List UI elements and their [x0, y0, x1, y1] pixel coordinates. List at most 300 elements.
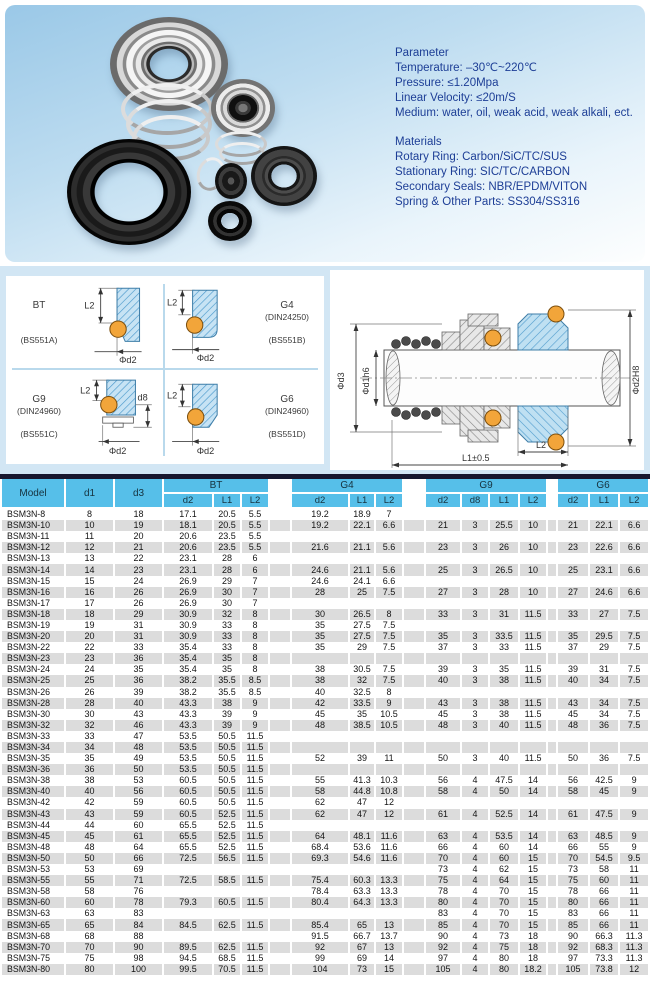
parameter-line: Pressure: ≤1.20Mpa [395, 77, 499, 89]
model-cell: BSM3N-50 [2, 853, 64, 864]
value-cell [490, 687, 518, 698]
value-cell: 8.5 [242, 675, 268, 686]
value-cell [376, 864, 402, 875]
value-cell [590, 764, 618, 775]
value-cell: 25 [66, 675, 113, 686]
value-cell: 28 [214, 564, 240, 575]
spacer-cell [270, 587, 290, 598]
value-cell [490, 764, 518, 775]
value-cell [490, 509, 518, 520]
model-cell: BSM3N-53 [2, 864, 64, 875]
value-cell [292, 764, 348, 775]
model-cell: BSM3N-19 [2, 620, 64, 631]
value-cell: 43 [558, 698, 588, 709]
value-cell: 80 [66, 964, 113, 975]
value-cell: 7.5 [376, 675, 402, 686]
spacer-cell [270, 931, 290, 942]
materials-line: Rotary Ring: Carbon/SiC/TC/SUS [395, 151, 567, 163]
value-cell [520, 731, 546, 742]
value-cell: 27.5 [350, 620, 374, 631]
value-cell [620, 731, 648, 742]
value-cell: 4 [462, 942, 488, 953]
value-cell: 60.5 [214, 897, 240, 908]
value-cell: 10 [520, 564, 546, 575]
diagram-band [0, 266, 650, 474]
value-cell: 48 [426, 720, 460, 731]
value-cell [558, 731, 588, 742]
value-cell: 11.5 [242, 820, 268, 831]
value-cell: 48.1 [350, 831, 374, 842]
value-cell: 31 [590, 664, 618, 675]
value-cell: 13 [376, 919, 402, 930]
small-seal-head-photo [211, 79, 275, 137]
value-cell: 27 [426, 587, 460, 598]
value-cell: 53.5 [164, 764, 212, 775]
spacer-cell [404, 908, 424, 919]
table-row [2, 520, 648, 531]
value-cell: 68.5 [214, 953, 240, 964]
value-cell: 33.5 [350, 698, 374, 709]
value-cell: 52.5 [214, 842, 240, 853]
value-cell: 55 [590, 842, 618, 853]
spacer-cell [548, 720, 556, 731]
value-cell: 4 [462, 886, 488, 897]
value-cell [376, 908, 402, 919]
spacer-cell [404, 631, 424, 642]
spacer-cell [404, 753, 424, 764]
table-row [2, 820, 648, 831]
value-cell [590, 731, 618, 742]
model-cell: BSM3N-14 [2, 564, 64, 575]
value-cell [558, 797, 588, 808]
value-cell: 25.5 [490, 520, 518, 531]
value-cell: 59 [115, 809, 162, 820]
value-cell [520, 764, 546, 775]
value-cell [520, 576, 546, 587]
value-cell [558, 509, 588, 520]
spacer-cell [270, 675, 290, 686]
value-cell: 3 [462, 675, 488, 686]
value-cell: 11.5 [520, 720, 546, 731]
spacer-cell [548, 564, 556, 575]
spacer-cell [548, 753, 556, 764]
spacer-cell [404, 509, 424, 520]
value-cell [590, 598, 618, 609]
value-cell: 63 [558, 831, 588, 842]
value-cell: 27.5 [350, 631, 374, 642]
table-row [2, 864, 648, 875]
value-cell: 69 [115, 864, 162, 875]
value-cell [376, 731, 402, 742]
value-cell: 13 [66, 553, 113, 564]
value-cell: 80 [490, 964, 518, 975]
value-cell: 35 [558, 631, 588, 642]
spacer-cell [404, 731, 424, 742]
value-cell [520, 653, 546, 664]
value-cell: 35 [292, 631, 348, 642]
spacer-cell [270, 775, 290, 786]
value-cell: 50.5 [214, 786, 240, 797]
table-row [2, 653, 648, 664]
value-cell [620, 742, 648, 753]
value-cell: 62.5 [214, 942, 240, 953]
value-cell: 90 [115, 942, 162, 953]
value-cell [620, 653, 648, 664]
value-cell: 35 [214, 653, 240, 664]
value-cell: 29 [214, 576, 240, 587]
value-cell: 58 [426, 786, 460, 797]
spacer-cell [404, 742, 424, 753]
value-cell: 25 [426, 564, 460, 575]
value-cell [426, 820, 460, 831]
value-cell [462, 553, 488, 564]
value-cell [520, 620, 546, 631]
value-cell: 68 [66, 931, 113, 942]
value-cell: 70 [490, 919, 518, 930]
value-cell: 53.6 [350, 842, 374, 853]
parameter-block [395, 46, 641, 121]
value-cell [426, 687, 460, 698]
table-row [2, 642, 648, 653]
value-cell: 49 [115, 753, 162, 764]
value-cell [376, 742, 402, 753]
value-cell: 38 [214, 698, 240, 709]
value-cell [490, 553, 518, 564]
value-cell [462, 531, 488, 542]
spacer-cell [270, 764, 290, 775]
svg-text:L2: L2 [80, 385, 91, 396]
value-cell [292, 742, 348, 753]
spacer-cell [548, 919, 556, 930]
value-cell: 33 [66, 731, 113, 742]
value-cell: 35.5 [214, 687, 240, 698]
assembly-diagram-panel [330, 270, 644, 470]
value-cell: 48 [292, 720, 348, 731]
table-row [2, 853, 648, 864]
value-cell: 3 [462, 642, 488, 653]
sub-header: L1 [590, 494, 618, 509]
model-cell: BSM3N-36 [2, 764, 64, 775]
value-cell [426, 653, 460, 664]
assembly-diagram [330, 270, 644, 470]
spacer-cell [548, 942, 556, 953]
spacer-cell [404, 964, 424, 975]
value-cell: 66.7 [350, 931, 374, 942]
spacer-cell [548, 775, 556, 786]
value-cell [242, 931, 268, 942]
model-cell: BSM3N-28 [2, 698, 64, 709]
value-cell: 66 [558, 842, 588, 853]
value-cell: 42 [66, 797, 113, 808]
value-cell: 7 [242, 576, 268, 587]
value-cell: 60.5 [164, 786, 212, 797]
value-cell [214, 931, 240, 942]
value-cell: 70.5 [214, 964, 240, 975]
value-cell: 11.5 [242, 753, 268, 764]
value-cell: 11.5 [242, 809, 268, 820]
value-cell: 23.1 [590, 564, 618, 575]
value-cell: 21 [115, 542, 162, 553]
spacer-cell [270, 720, 290, 731]
hero-section [5, 5, 645, 262]
spacer-cell [404, 775, 424, 786]
value-cell [426, 797, 460, 808]
value-cell [490, 620, 518, 631]
value-cell: 23.1 [164, 564, 212, 575]
value-cell: 3 [462, 720, 488, 731]
spacer-cell [548, 664, 556, 675]
value-cell: 53.5 [164, 753, 212, 764]
value-cell: 8 [376, 609, 402, 620]
value-cell: 11.5 [520, 642, 546, 653]
spacer-cell [404, 531, 424, 542]
value-cell: 11.5 [242, 842, 268, 853]
value-cell [620, 509, 648, 520]
materials-line: Secondary Seals: NBR/EPDM/VITON [395, 181, 588, 193]
value-cell: 60 [115, 820, 162, 831]
value-cell: 50.5 [214, 764, 240, 775]
value-cell: 23 [426, 542, 460, 553]
value-cell: 99.5 [164, 964, 212, 975]
value-cell: 47.5 [590, 809, 618, 820]
value-cell: 4 [462, 853, 488, 864]
sub-header: L1 [214, 494, 240, 509]
parameter-line: Medium: water, oil, weak acid, weak alkali, ect. [395, 107, 633, 119]
spacer-cell [404, 797, 424, 808]
value-cell: 70 [490, 897, 518, 908]
value-cell: 7.5 [376, 587, 402, 598]
value-cell [590, 553, 618, 564]
spacer-cell [404, 698, 424, 709]
value-cell: 41.3 [350, 775, 374, 786]
spacer-cell [548, 875, 556, 886]
value-cell: 35.4 [164, 653, 212, 664]
model-cell: BSM3N-8 [2, 509, 64, 520]
value-cell: 12 [376, 809, 402, 820]
value-cell: 45 [590, 786, 618, 797]
value-cell: 35 [66, 753, 113, 764]
bt-labels [6, 300, 72, 346]
value-cell: 22.6 [590, 542, 618, 553]
value-cell: 18.2 [520, 964, 546, 975]
table-row [2, 675, 648, 686]
value-cell: 30.9 [164, 631, 212, 642]
value-cell [376, 531, 402, 542]
table-row [2, 875, 648, 886]
value-cell: 97 [558, 953, 588, 964]
spacer-cell [404, 587, 424, 598]
value-cell: 97 [426, 953, 460, 964]
svg-text:L2: L2 [167, 297, 178, 308]
value-cell: 104 [292, 964, 348, 975]
value-cell: 79.3 [164, 897, 212, 908]
value-cell [350, 764, 374, 775]
value-cell: 11.5 [520, 631, 546, 642]
value-cell: 11.5 [520, 609, 546, 620]
model-cell: BSM3N-10 [2, 520, 64, 531]
value-cell [590, 797, 618, 808]
value-cell: 58.5 [214, 875, 240, 886]
value-cell: 28 [66, 698, 113, 709]
value-cell: 58 [292, 786, 348, 797]
value-cell [242, 886, 268, 897]
value-cell: 11.6 [376, 853, 402, 864]
value-cell: 88 [115, 931, 162, 942]
value-cell [426, 620, 460, 631]
variant-code: (BS551A) [20, 335, 58, 345]
value-cell [350, 553, 374, 564]
value-cell [620, 797, 648, 808]
spacer-cell [548, 764, 556, 775]
value-cell [214, 886, 240, 897]
value-cell: 13.3 [376, 875, 402, 886]
spacer-cell [404, 820, 424, 831]
parameter-line: Linear Velocity: ≤20m/S [395, 92, 516, 104]
value-cell: 11 [620, 908, 648, 919]
value-cell: 80 [426, 897, 460, 908]
value-cell: 6 [242, 564, 268, 575]
table-row [2, 742, 648, 753]
value-cell: 11.3 [620, 942, 648, 953]
value-cell: 64 [292, 831, 348, 842]
value-cell: 32 [350, 675, 374, 686]
value-cell: 56 [558, 775, 588, 786]
value-cell: 71 [115, 875, 162, 886]
value-cell: 12 [376, 797, 402, 808]
value-cell: 22 [66, 642, 113, 653]
value-cell: 70 [558, 853, 588, 864]
value-cell: 65.5 [164, 820, 212, 831]
value-cell: 50.5 [214, 753, 240, 764]
value-cell: 90 [426, 931, 460, 942]
svg-text:d8: d8 [137, 392, 148, 403]
value-cell [620, 598, 648, 609]
spacer-cell [270, 576, 290, 587]
value-cell: 20.6 [164, 542, 212, 553]
value-cell: 30.5 [350, 664, 374, 675]
value-cell: 7.5 [620, 709, 648, 720]
value-cell: 47 [350, 809, 374, 820]
value-cell: 65.5 [164, 831, 212, 842]
value-cell: 11.5 [242, 942, 268, 953]
spacer-cell [548, 731, 556, 742]
value-cell: 53 [66, 864, 113, 875]
model-cell: BSM3N-55 [2, 875, 64, 886]
spacer-cell [270, 698, 290, 709]
value-cell: 66.3 [590, 931, 618, 942]
value-cell: 65 [66, 919, 113, 930]
spacer-cell [404, 720, 424, 731]
value-cell: 38 [490, 675, 518, 686]
value-cell: 36 [590, 753, 618, 764]
value-cell: 5.5 [242, 542, 268, 553]
value-cell: 26 [115, 598, 162, 609]
value-cell: 30.9 [164, 620, 212, 631]
value-cell: 15 [520, 919, 546, 930]
value-cell: 10.5 [376, 709, 402, 720]
value-cell [376, 653, 402, 664]
value-cell: 18 [115, 509, 162, 520]
variant-code: (BS551D) [268, 429, 306, 439]
value-cell: 8 [242, 642, 268, 653]
spacer-cell [548, 687, 556, 698]
value-cell: 40 [66, 786, 113, 797]
value-cell [292, 820, 348, 831]
value-cell: 8 [376, 687, 402, 698]
value-cell: 16 [66, 587, 113, 598]
spacer-cell [404, 931, 424, 942]
value-cell [590, 687, 618, 698]
model-cell: BSM3N-60 [2, 897, 64, 908]
sub-header: d8 [462, 494, 488, 509]
value-cell: 29.5 [590, 631, 618, 642]
value-cell: 35 [214, 664, 240, 675]
value-cell: 38 [292, 664, 348, 675]
value-cell: 24.6 [292, 576, 348, 587]
value-cell: 24.1 [350, 576, 374, 587]
value-cell: 28 [292, 587, 348, 598]
table-row [2, 620, 648, 631]
value-cell: 54.5 [590, 853, 618, 864]
value-cell: 11.3 [620, 931, 648, 942]
value-cell [462, 509, 488, 520]
value-cell: 4 [462, 775, 488, 786]
spacer-cell [548, 964, 556, 975]
spacer-cell [270, 875, 290, 886]
value-cell: 11.5 [520, 698, 546, 709]
value-cell: 10 [66, 520, 113, 531]
value-cell: 15 [520, 875, 546, 886]
value-cell: 13.3 [376, 886, 402, 897]
value-cell [620, 576, 648, 587]
value-cell: 94.5 [164, 953, 212, 964]
value-cell [520, 742, 546, 753]
value-cell [462, 687, 488, 698]
value-cell: 53 [115, 775, 162, 786]
value-cell [620, 531, 648, 542]
value-cell: 44.8 [350, 786, 374, 797]
spacer-cell [404, 897, 424, 908]
value-cell: 78 [426, 886, 460, 897]
value-cell: 20.5 [214, 509, 240, 520]
value-cell: 60 [490, 842, 518, 853]
sub-header: d2 [426, 494, 460, 509]
value-cell: 39 [350, 753, 374, 764]
value-cell: 73 [426, 864, 460, 875]
value-cell: 24 [66, 664, 113, 675]
value-cell: 38.2 [164, 687, 212, 698]
value-cell: 11.3 [620, 953, 648, 964]
value-cell: 15 [520, 864, 546, 875]
value-cell: 15 [520, 897, 546, 908]
spacer-cell [548, 675, 556, 686]
g4-labels [254, 300, 320, 346]
model-cell: BSM3N-75 [2, 953, 64, 964]
spacer-cell [548, 931, 556, 942]
value-cell: 15 [376, 964, 402, 975]
value-cell: 20 [66, 631, 113, 642]
value-cell: 6.6 [376, 520, 402, 531]
value-cell: 35 [490, 664, 518, 675]
divider [163, 284, 165, 456]
value-cell: 61 [426, 809, 460, 820]
value-cell: 7.5 [620, 664, 648, 675]
value-cell: 54.6 [350, 853, 374, 864]
model-cell: BSM3N-22 [2, 642, 64, 653]
value-cell: 15 [520, 853, 546, 864]
spacer-cell [270, 886, 290, 897]
value-cell: 62.5 [214, 919, 240, 930]
